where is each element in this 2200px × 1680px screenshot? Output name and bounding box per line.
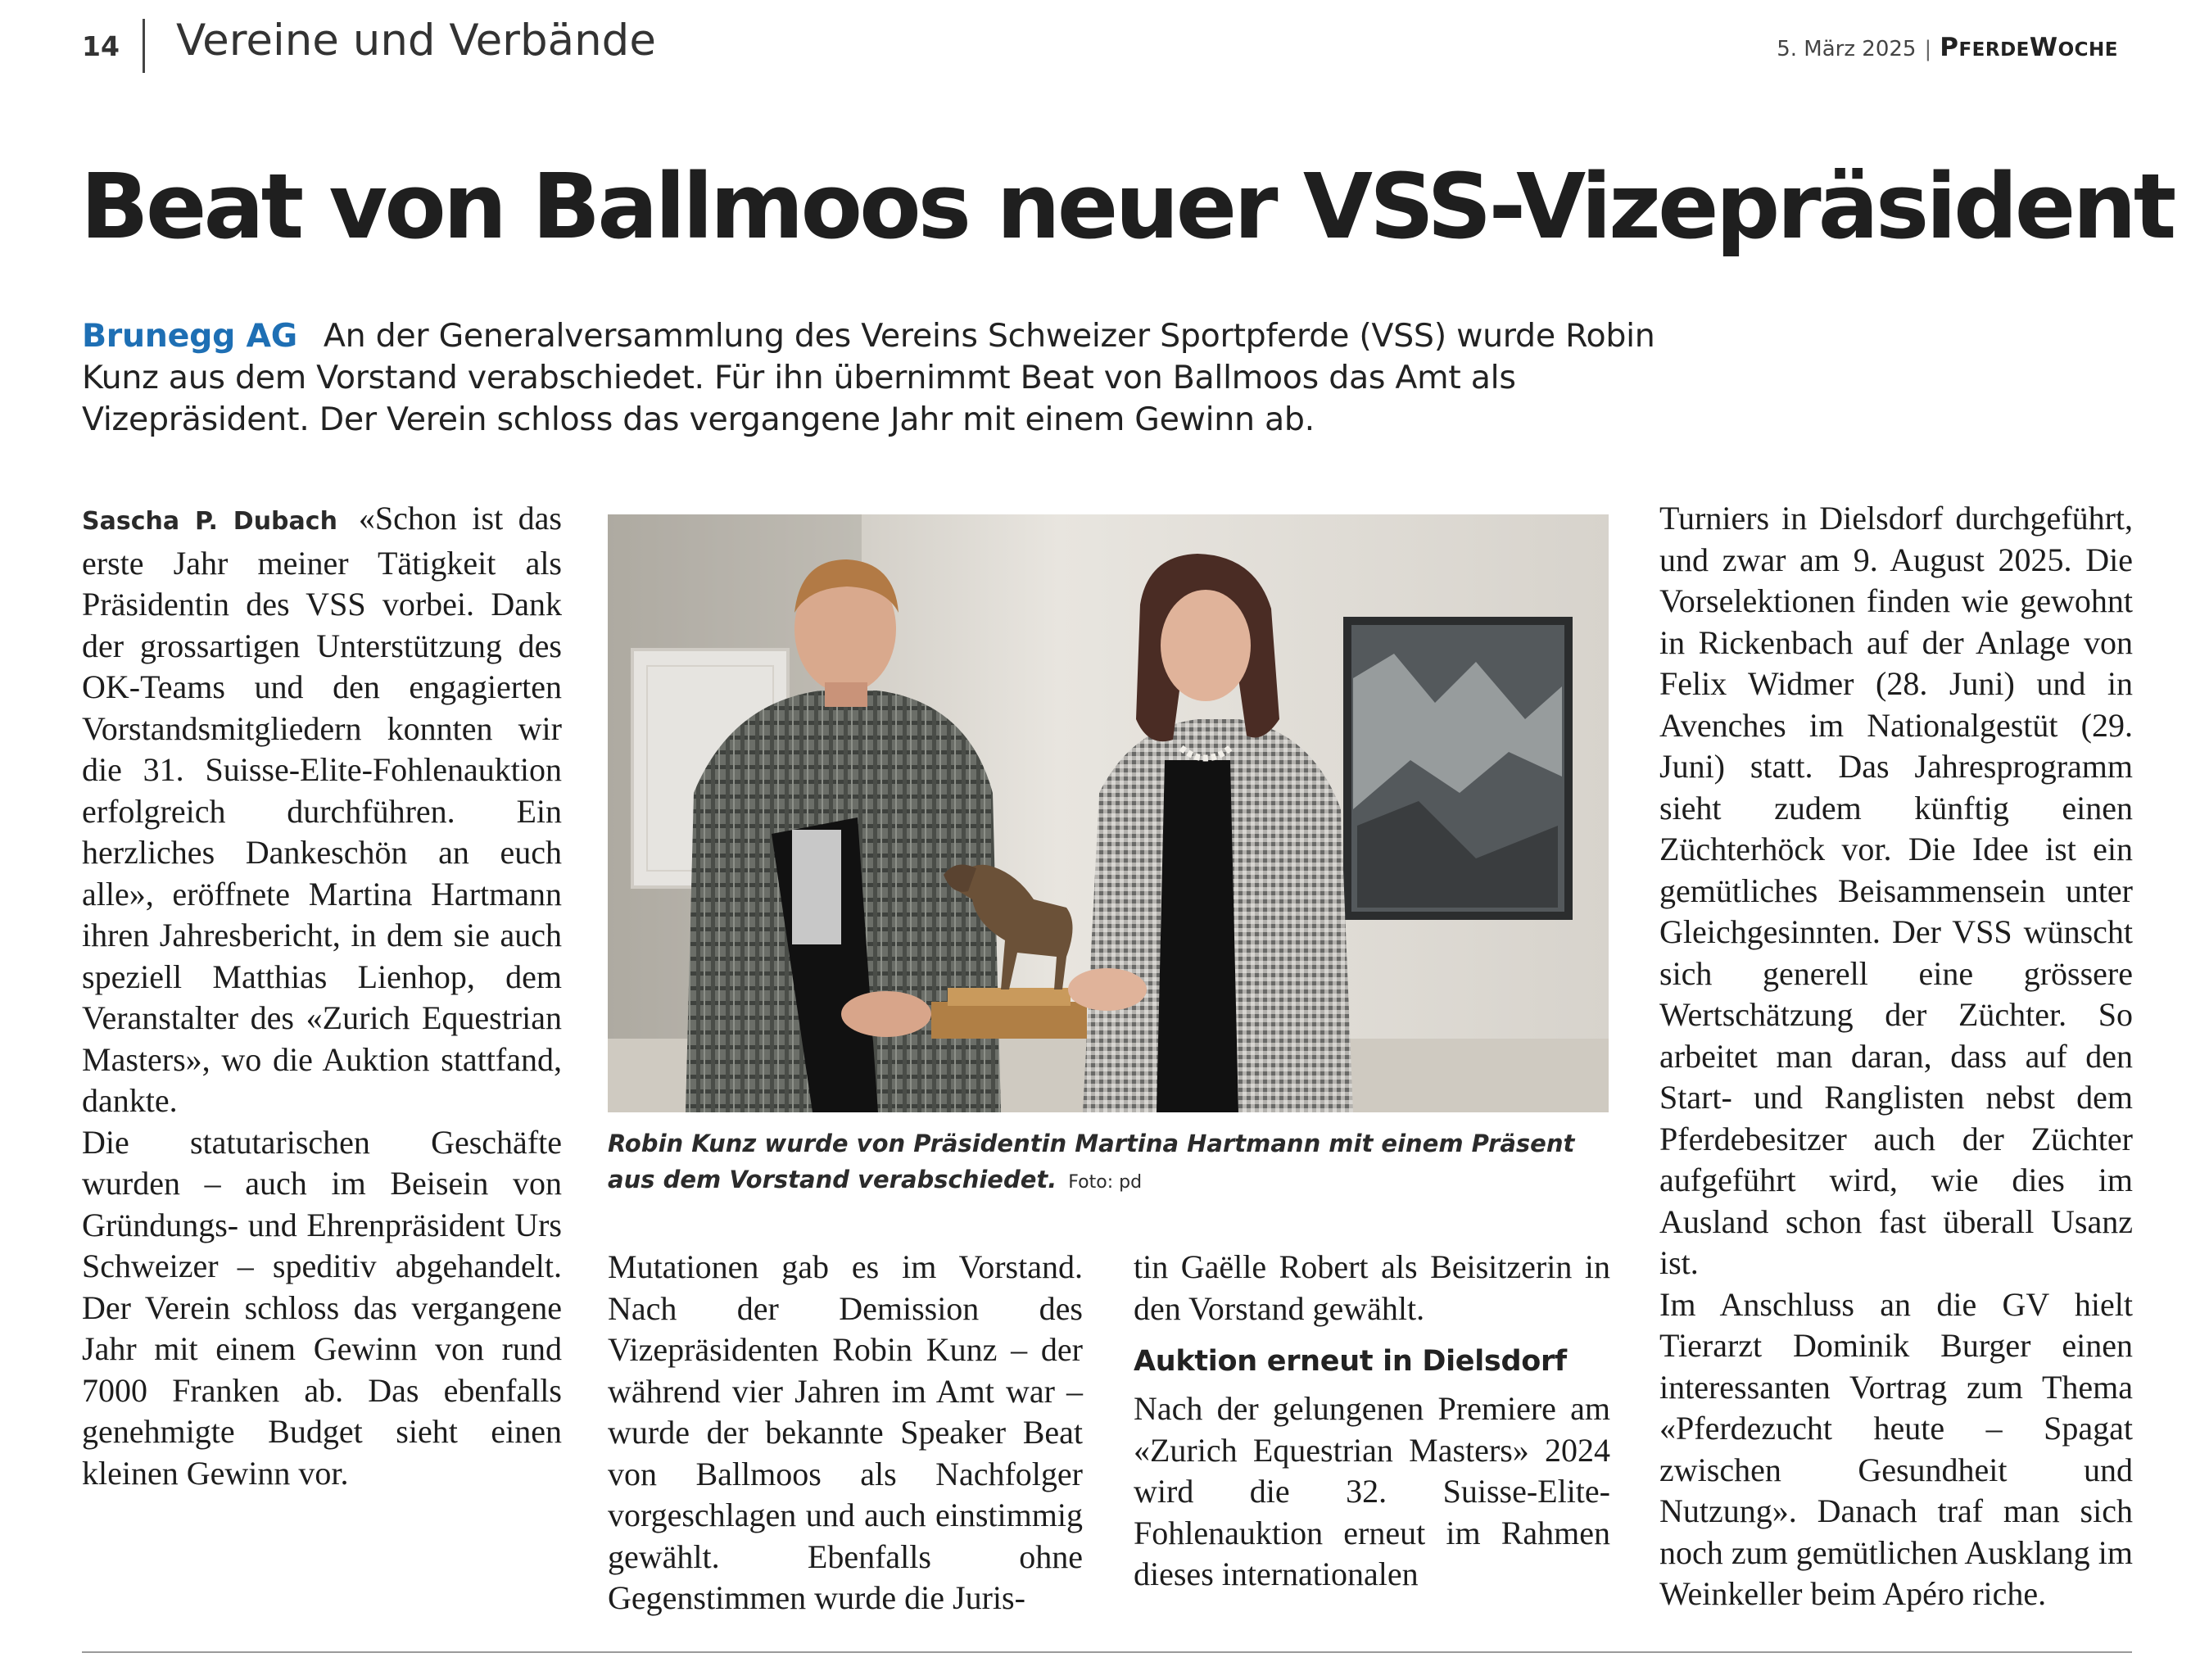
article-column-1 (82, 498, 562, 1494)
section-subheading: Auktion erneut in Dielsdorf (1134, 1345, 1567, 1378)
article-column-4 (1659, 498, 2133, 1615)
dateline-place: Brunegg AG (82, 317, 297, 355)
lead-text: An der Generalversammlung des Vereins Schweizer Sportpferde (VSS) wurde Robin Kunz aus dem Vorstand verabschiedet. Für ihn übernimmt Beat von Ballmoos das Amt als Vizepräsident. Der Verein schloss das vergangene Jahr mit einem Gewinn ab. (82, 317, 1655, 438)
paragraph: Mutationen gab es im Vorstand. Nach der Demission des Vizepräsidenten Robin Kunz – der während vier Jahren im Amt war – wurde der bekannte Speaker Beat von Ballmoos als Nachfolger vorgeschlagen und auch einstimmig gewählt. Ebenfalls ohne Gegenstimmen wurde die Juris- (608, 1248, 1083, 1616)
publication-logo: PFERDEWOCHE (1940, 33, 2118, 62)
bottom-rule (82, 1651, 2132, 1653)
article-column-3 (1134, 1247, 1610, 1596)
photo-image (608, 514, 1609, 1112)
header-separator: | (1924, 37, 1932, 61)
paragraph: Die statutarischen Geschäfte wurden – auch im Beisein von Gründungs- und Ehrenpräsident Urs Schweizer – speditiv abgehandelt. Der Verein schloss das vergangene Jahr mit einem Gewinn von rund 7000 Franken ab. Das ebenfalls genehmigte Budget sieht einen kleinen Gewinn vor. (82, 1123, 562, 1492)
author-byline: Sascha P. Dubach (82, 507, 337, 536)
paragraph: Sascha P. Dubach «Schon ist das erste Jahr meiner Tätigkeit als Präsidentin des VSS vorbei. Dank der grossartigen Unterstützung des OK-Teams und den engagierten Vorstandsmitgliedern konnten wir die 31. Suisse-Elite-Fohlenauktion erfolgreich durchführen. Ein herzliches Dankeschön an euch alle», eröffnete Martina Hartmann ihren Jahresbericht, in dem sie auch speziell Matthias Lienhop, dem Veranstalter des «Zurich Equestrian Masters», wo die Auktion stattfand, dankte. (82, 500, 562, 1119)
article-column-2 (608, 1247, 1083, 1619)
paragraph: Im Anschluss an die GV hielt Tierarzt Dominik Burger einen interessanten Vortrag zum Thema «Pferdezucht heute – Spagat zwischen Gesundheit und Nutzung». Danach traf man sich noch zum gemütlichen Ausklang im Weinkeller beim Apéro riche. (1659, 1285, 2133, 1612)
section-title: Vereine und Verbände (176, 16, 656, 66)
running-header (82, 12, 2118, 78)
paragraph: Nach der gelungenen Premiere am «Zurich Equestrian Masters» 2024 wird die 32. Suisse-Elite-Fohlenauktion erneut im Rahmen dieses internationalen (1134, 1390, 1610, 1592)
header-divider (143, 19, 145, 73)
article-headline: Beat von Ballmoos neuer VSS-Vizepräsident (80, 154, 2174, 259)
article-lead (82, 315, 1712, 441)
photo-credit: Foto: pd (1068, 1172, 1143, 1193)
page-number: 14 (82, 30, 120, 62)
caption-text: Robin Kunz wurde von Präsidentin Martina Hartmann mit einem Präsent aus dem Vorstand verabschiedet. (608, 1130, 1575, 1193)
article-photo (608, 514, 1609, 1112)
photo-caption (608, 1125, 1609, 1201)
paragraph: tin Gaëlle Robert als Beisitzerin in den Vorstand gewählt. (1134, 1248, 1610, 1327)
paragraph: Turniers in Dielsdorf durchgeführt, und zwar am 9. August 2025. Die Vorselektionen finden wie gewohnt in Rickenbach auf der Anlage von Felix Widmer (28. Juni) und in Avenches im Nationalgestüt (29. Juni) statt. Das Jahresprogramm sieht zudem künftig einen Züchterhöck vor. Die Idee ist ein gemütliches Beisammensein unter Gleichgesinnten. Der VSS wünscht sich generell eine grössere Wertschätzung der Züchter. So arbeitet man daran, dass auf den Start- und Ranglisten nebst dem Pferdebesitzer auch der Züchter aufgeführt wird, wie dies im Ausland schon fast überall Usanz ist. (1659, 500, 2133, 1281)
issue-date: 5. März 2025 (1777, 37, 1917, 61)
header-meta (1777, 33, 2118, 62)
